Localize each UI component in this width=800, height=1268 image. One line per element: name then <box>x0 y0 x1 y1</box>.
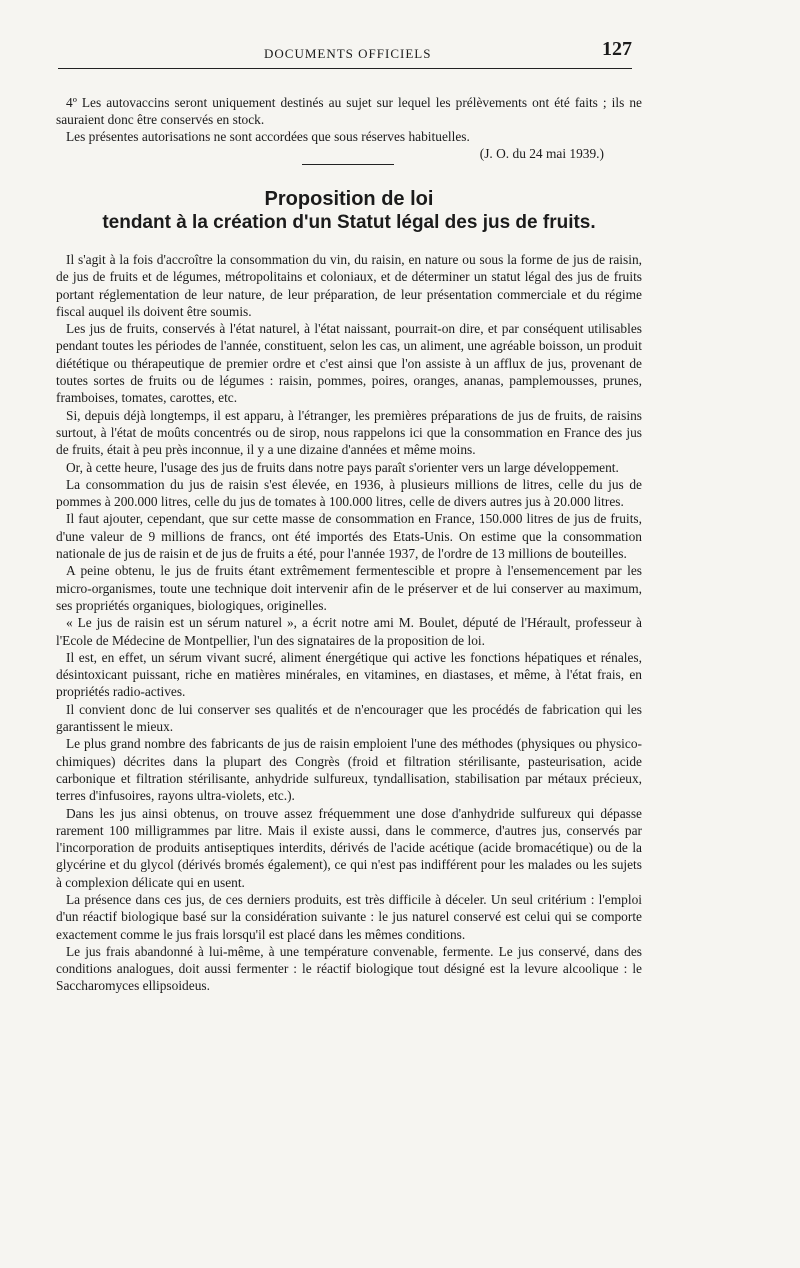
paragraph: Il faut ajouter, cependant, que sur cette masse de consommation en France, 150.000 litres de jus de fruits, d'une valeur de 9 millions de francs, ont été importés des Etats-Unis. On estime que la consommation nationale de jus de raisin et de jus de fruits a été, pour l'année 1937, de l'ordre de 13 millions de bouteilles. <box>56 511 642 562</box>
paragraph: La consommation du jus de raisin s'est élevée, en 1936, à plusieurs millions de litres, celle du jus de pommes à 200.000 litres, celle du jus de tomates à 100.000 litres, celle de divers autres jus à 20.000 litres. <box>56 476 642 510</box>
article-title <box>56 187 642 235</box>
paragraph: Les jus de fruits, conservés à l'état naturel, à l'état naissant, pourrait-on dire, et par conséquent utilisables pendant toutes les périodes de l'année, constituent, selon les cas, un aliment, une agréable boisson, un produit diététique ou thérapeutique de premier ordre et c'est ainsi que l'on assiste à un afflux de jus, provenant de toutes sortes de fruits ou de légumes : raisin, pommes, poires, oranges, ananas, pamplemousses, prunes, framboises, tomates, carottes, etc. <box>56 321 642 406</box>
paragraph: Si, depuis déjà longtemps, il est apparu, à l'étranger, les premières préparations de jus de fruits, de raisins surtout, à l'état de moûts concentrés ou de sirop, nous rappelons ici que la consommation en France des jus de fruits, était à peu près inconnue, il y a une dizaine d'années et même moins. <box>56 407 642 458</box>
paragraph: Or, à cette heure, l'usage des jus de fruits dans notre pays paraît s'orienter vers un large développement. <box>66 459 619 475</box>
citation: (J. O. du 24 mai 1939.) <box>479 146 604 161</box>
article-body <box>56 251 642 995</box>
section-divider <box>302 164 394 165</box>
page-content <box>56 94 642 995</box>
intro-paragraph: Les présentes autorisations ne sont accordées que sous réserves habituelles. <box>66 129 470 144</box>
paragraph: « Le jus de raisin est un sérum naturel », a écrit notre ami M. Boulet, député de l'Hérault, professeur à l'Ecole de Médecine de Montpellier, l'un des signataires de la proposition de loi. <box>56 615 642 648</box>
paragraph: Dans les jus ainsi obtenus, on trouve assez fréquemment une dose d'anhydride sulfureux qui dépasse rarement 100 milligrammes par litre. Mais il existe aussi, dans le commerce, d'autres jus, conservés par l'incorporation de produits antiseptiques interdits, dérivés de l'acide acétique (acide bromacétique) ou de la glycérine et du glycol (dérivés bromés également), ce qui n'est pas indifférent pour les malades ou les sujets à complexion délicate qui en usent. <box>56 805 642 890</box>
page-header <box>58 36 632 69</box>
paragraph: A peine obtenu, le jus de fruits étant extrêmement fermentescible et propre à l'ensemencement par les micro-organismes, toute une technique doit intervenir afin de le préserver et de lui conserver au maximum, ses propriétés organiques, biologiques, originelles. <box>56 563 642 613</box>
paragraph: Il convient donc de lui conserver ses qualités et de n'encourager que les procédés de fabrication qui les garantissent le mieux. <box>56 701 642 735</box>
title-line: Proposition de loi <box>264 188 434 210</box>
paragraph: Il est, en effet, un sérum vivant sucré, aliment énergétique qui active les fonctions hépatiques et rénales, désintoxicant puissant, riche en matières minérales, en vitamines, en diastases, et même, à l'état frais, en propriétés radio-actives. <box>56 649 642 700</box>
paragraph: La présence dans ces jus, de ces derniers produits, est très difficile à déceler. Un seul critérium : l'emploi d'un réactif biologique basé sur la considération suivante : le jus naturel conservé est celui qui se comporte exactement comme le jus frais lorsqu'il est placé dans les mêmes conditions. <box>56 891 642 942</box>
title-line: tendant à la création d'un Statut légal des jus de fruits. <box>102 212 596 233</box>
intro-paragraph: 4º Les autovaccins seront uniquement destinés au sujet sur lequel les prélèvements ont été faits ; ils ne sauraient donc être conservés en stock. <box>56 95 642 127</box>
page-number: 127 <box>602 38 632 60</box>
running-title: DOCUMENTS OFFICIELS <box>264 46 432 61</box>
intro-section <box>56 94 642 162</box>
paragraph: Le plus grand nombre des fabricants de jus de raisin emploient l'une des méthodes (physiques ou physico-chimiques) décrites dans la plupart des Congrès (froid et filtration stérilisante, pasteurisation, acide carbonique et filtration stérilisante, anhydride sulfureux, tyndallisation, stabilisation par métaux précieux, terres d'infusoires, rayons ultra-violets, etc.). <box>56 736 642 804</box>
paragraph: Il s'agit à la fois d'accroître la consommation du vin, du raisin, en nature ou sous la forme de jus de raisin, de jus de fruits et de légumes, métropolitains et coloniaux, et de déterminer un statut légal des jus de fruits portant réglementation de leur nature, de leur préparation, de leur présentation commerciale et du régime fiscal auquel ils doivent être soumis. <box>56 252 642 319</box>
paragraph: Le jus frais abandonné à lui-même, à une température convenable, fermente. Le jus conservé, dans des conditions analogues, doit aussi fermenter : le réactif biologique tout désigné est la levure alcoolique : le Saccharomyces ellipsoideus. <box>56 943 642 994</box>
